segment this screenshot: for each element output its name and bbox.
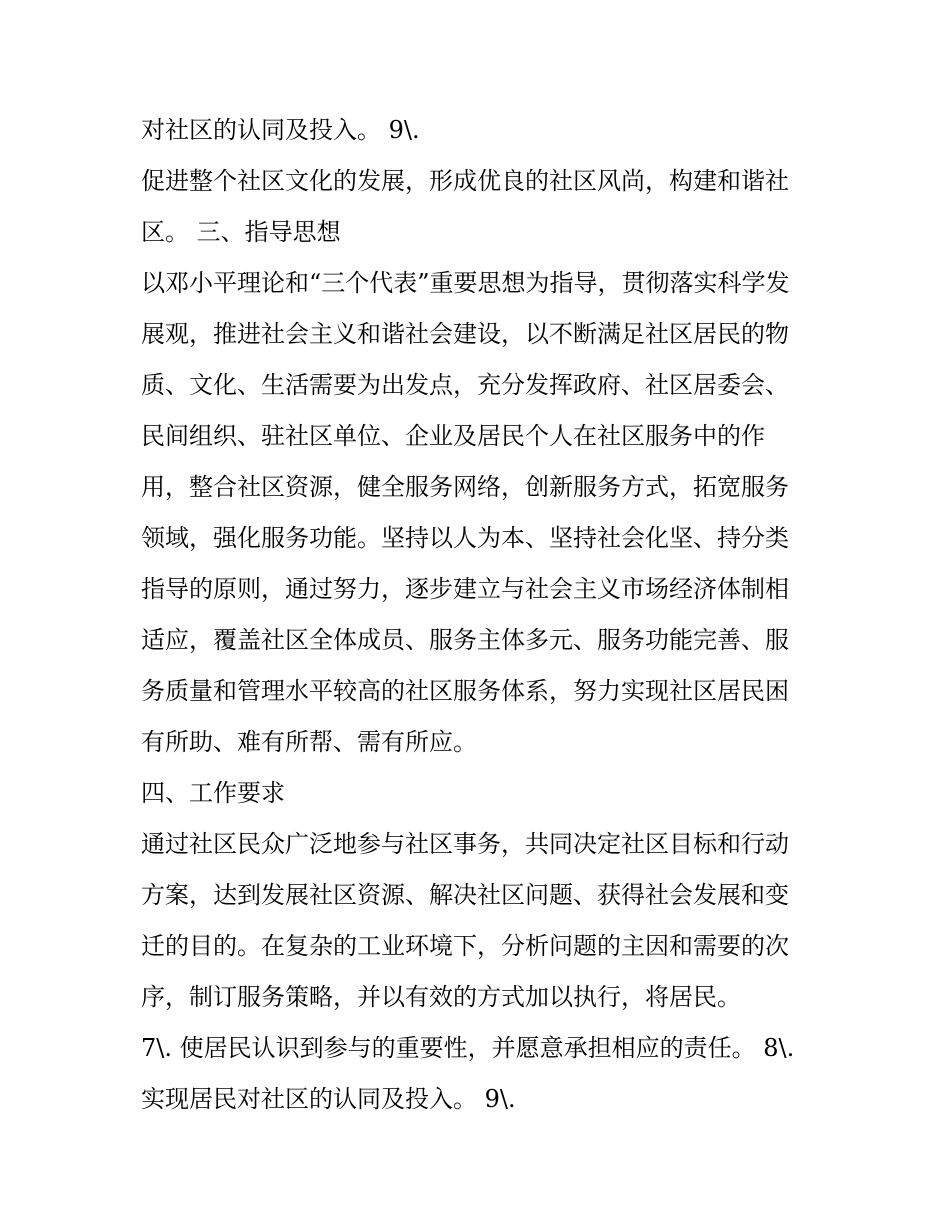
text-line: 务质量和管理水平较高的社区服务体系，努力实现社区居民困	[141, 677, 789, 705]
text-line: 对社区的认同及投入。 9\.	[141, 116, 420, 144]
text-line: 质、文化、生活需要为出发点，充分发挥政府、社区居委会、	[141, 371, 789, 399]
text-line: 适应，覆盖社区全体成员、服务主体多元、服务功能完善、服	[141, 626, 789, 654]
text-line: 通过社区民众广泛地参与社区事务，共同决定社区目标和行动	[141, 830, 789, 858]
section-heading-line: 区。 三、指导思想	[141, 218, 341, 246]
section-heading: 四、工作要求	[141, 779, 285, 807]
text-line: 用，整合社区资源，健全服务网络，创新服务方式，拓宽服务	[141, 473, 789, 501]
text-line: 有所助、难有所帮、需有所应。	[141, 728, 477, 756]
text-line: 实现居民对社区的认同及投入。 9\.	[141, 1085, 516, 1113]
text-line: 7\. 使居民认识到参与的重要性，并愿意承担相应的责任。 8\.	[141, 1034, 795, 1062]
text-line: 促进整个社区文化的发展，形成优良的社区风尚，构建和谐社	[141, 167, 789, 195]
text-line: 领域，强化服务功能。坚持以人为本、坚持社会化坚、持分类	[141, 524, 789, 552]
text-line: 展观，推进社会主义和谐社会建设，以不断满足社区居民的物	[141, 320, 789, 348]
text-line: 序，制订服务策略，并以有效的方式加以执行，将居民。	[141, 983, 741, 1011]
text-line: 方案，达到发展社区资源、解决社区问题、获得社会发展和变	[141, 881, 789, 909]
text-line: 以邓小平理论和“三个代表”重要思想为指导，贯彻落实科学发	[141, 269, 790, 297]
text-line: 指导的原则，通过努力，逐步建立与社会主义市场经济体制相	[141, 575, 789, 603]
text-line: 民间组织、驻社区单位、企业及居民个人在社区服务中的作	[141, 422, 765, 450]
text-line: 迁的目的。在复杂的工业环境下，分析问题的主因和需要的次	[141, 932, 789, 960]
document-body	[141, 105, 821, 1125]
